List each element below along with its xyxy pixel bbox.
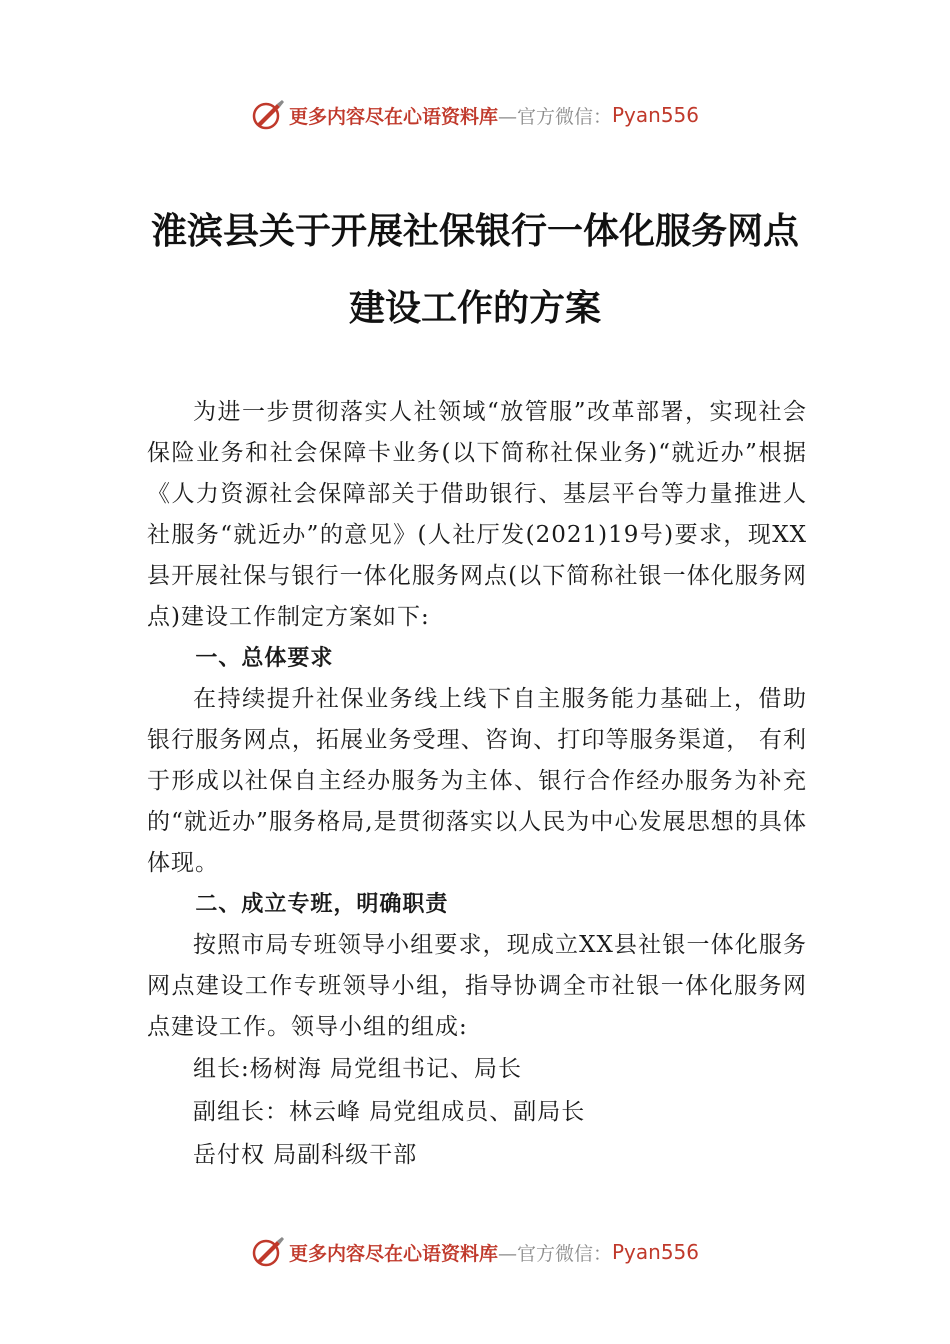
intro-paragraph: 为进一步贯彻落实人社领域“放管服”改革部署，实现社会保险业务和社会保障卡业务(以下简称社保业务)“就近办”根据《人力资源社会保障部关于借助银行、基层平台等力量推进人社服务“就近办”的意见》(人社厅发(2021)19号)要求，现XX县开展社保与银行一体化服务网点(以下简称社银一体化服务网点)建设工作制定方案如下:: [147, 399, 807, 630]
member-other: 岳付权 局副科级干部: [193, 1142, 418, 1168]
document-title-line2: 建设工作的方案: [348, 287, 601, 329]
banner-brand: 更多内容尽在心语资料库: [288, 1242, 498, 1265]
banner-wechat-id: Pyan556: [612, 1240, 700, 1264]
section2-paragraph: 按照市局专班领导小组要求，现成立XX县社银一体化服务网点建设工作专班领导小组，指导协调全市社银一体化服务网点建设工作。领导小组的组成:: [147, 932, 807, 1040]
banner-sub: —官方微信：: [497, 105, 612, 128]
footer-banner: [0, 1232, 950, 1272]
banner-wechat-id: Pyan556: [612, 103, 700, 127]
banner-brand: 更多内容尽在心语资料库: [288, 105, 498, 128]
member-leader: 组长:杨树海 局党组书记、局长: [193, 1056, 523, 1082]
banner-sub: —官方微信：: [497, 1242, 612, 1265]
pen-logo-icon: [251, 1235, 285, 1269]
document-body: [147, 392, 807, 1177]
section1-paragraph: 在持续提升社保业务线上线下自主服务能力基础上，借助银行服务网点，拓展业务受理、咨询、打印等服务渠道， 有利于形成以社保自主经办服务为主体、银行合作经办服务为补充的“就近办”服务格局,是贯彻落实以人民为中心发展思想的具体体现。: [147, 686, 807, 876]
section2-heading: 二、成立专班，明确职责: [195, 892, 449, 917]
pen-logo-icon: [251, 98, 285, 132]
member-deputy: 副组长：林云峰 局党组成员、副局长: [193, 1099, 586, 1125]
header-banner: [0, 95, 950, 135]
document-title-line1: 淮滨县关于开展社保银行一体化服务网点: [150, 210, 799, 252]
section1-heading: 一、总体要求: [195, 646, 334, 671]
